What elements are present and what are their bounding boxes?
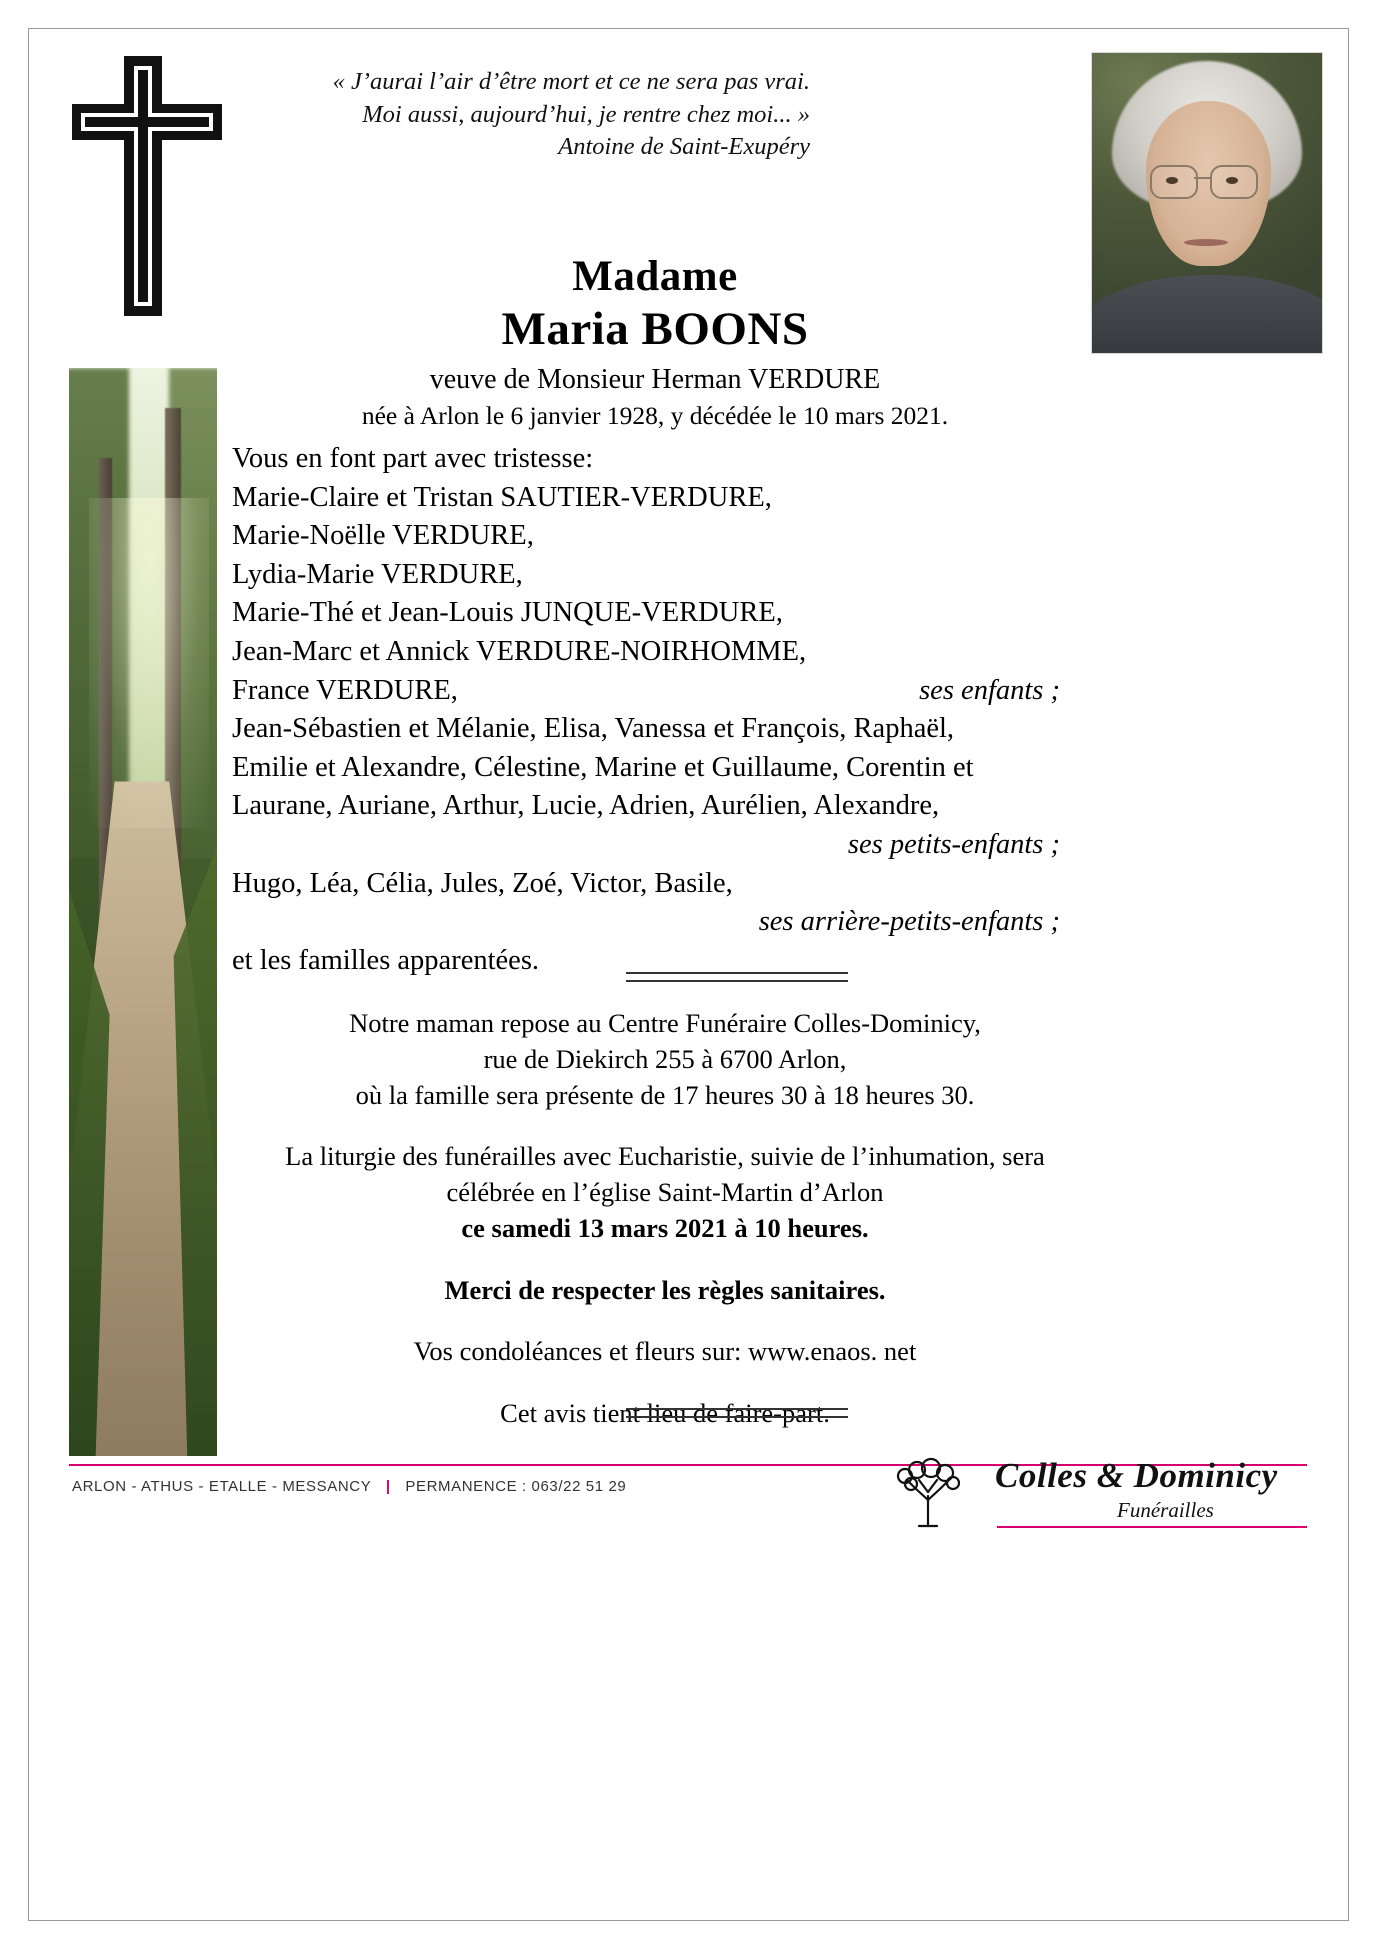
child-1: Marie-Claire et Tristan SAUTIER-VERDURE, (232, 481, 772, 513)
great-grandchildren-role: ses arrière-petits-enfants ; (758, 906, 1060, 938)
grandchildren-role: ses petits-enfants ; (847, 829, 1060, 861)
children-role: ses enfants ; (919, 674, 1060, 706)
footer-permanence: PERMANENCE : 063/22 51 29 (405, 1478, 627, 1495)
deceased-name: Maria BOONS (501, 303, 809, 356)
child-6-row (232, 672, 1060, 711)
health-notice: Merci de respecter les règles sanitaires. (444, 1274, 886, 1305)
deceased-title: Madame (572, 253, 738, 300)
funeral-home-brand (875, 1452, 1305, 1532)
deceased-block (250, 252, 1060, 432)
quote-author: Antoine de Saint-Exupéry (558, 133, 810, 161)
brand-subtitle: Funérailles (1117, 1498, 1214, 1522)
liturgy-line-1: La liturgie des funérailles avec Eucharistie, suivie de l’inhumation, sera (285, 1141, 1045, 1172)
footer-separator: | (385, 1478, 391, 1495)
final-notice: Cet avis tient lieu de faire-part. (500, 1398, 830, 1429)
divider-bottom (626, 1408, 848, 1418)
quote-line-1: « J’aurai l’air d’être mort et ce ne sera pas vrai. (332, 68, 810, 95)
grandchildren-2: Emilie et Alexandre, Célestine, Marine et Guillaume, Corentin et (232, 751, 974, 783)
deceased-spouse: veuve de Monsieur Herman VERDURE (429, 364, 881, 396)
quote-line-2: Moi aussi, aujourd’hui, je rentre chez moi... » (362, 100, 810, 128)
tree-logo-icon (885, 1456, 971, 1528)
deceased-dates: née à Arlon le 6 janvier 1928, y décédée le 10 mars 2021. (361, 400, 949, 430)
liturgy-line-2: célébrée en l’église Saint-Martin d’Arlon (446, 1177, 884, 1208)
repose-line-2: rue de Diekirch 255 à 6700 Arlon, (483, 1043, 847, 1074)
quotation (250, 66, 810, 164)
family-announcement (232, 440, 1060, 981)
great-grandchildren-1: Hugo, Léa, Célia, Jules, Zoé, Victor, Basile, (232, 867, 733, 899)
condolences-notice: Vos condoléances et fleurs sur: www.enaos. net (413, 1336, 917, 1367)
brand-name: Colles & Dominicy (995, 1456, 1278, 1495)
family-intro: Vous en font part avec tristesse: (232, 443, 594, 474)
brand-underline (997, 1526, 1307, 1528)
family-closing: et les familles apparentées. (232, 944, 540, 976)
child-5: Jean-Marc et Annick VERDURE-NOIRHOMME, (232, 636, 807, 668)
grandchildren-3: Laurane, Auriane, Arthur, Lucie, Adrien, Aurélien, Alexandre, (232, 790, 940, 822)
repose-line-3: où la famille sera présente de 17 heures 30 à 18 heures 30. (355, 1079, 975, 1110)
liturgy-datetime: ce samedi 13 mars 2021 à 10 heures. (461, 1212, 869, 1243)
arrangements-block (250, 1006, 1080, 1432)
child-6: France VERDURE, (232, 674, 458, 706)
divider-top (626, 972, 848, 982)
cross-icon (72, 56, 222, 316)
repose-line-1: Notre maman repose au Centre Funéraire Colles-Dominicy, (349, 1008, 981, 1038)
portrait-photo (1091, 52, 1323, 354)
child-2: Marie-Noëlle VERDURE, (232, 520, 534, 552)
child-4: Marie-Thé et Jean-Louis JUNQUE-VERDURE, (232, 597, 783, 629)
grandchildren-1: Jean-Sébastien et Mélanie, Elisa, Vanessa et François, Raphaël, (232, 713, 955, 745)
footer-cities: ARLON - ATHUS - ETALLE - MESSANCY (72, 1478, 372, 1495)
child-3: Lydia-Marie VERDURE, (232, 558, 523, 590)
forest-path-photo (69, 368, 217, 1456)
footer-info (72, 1478, 626, 1495)
